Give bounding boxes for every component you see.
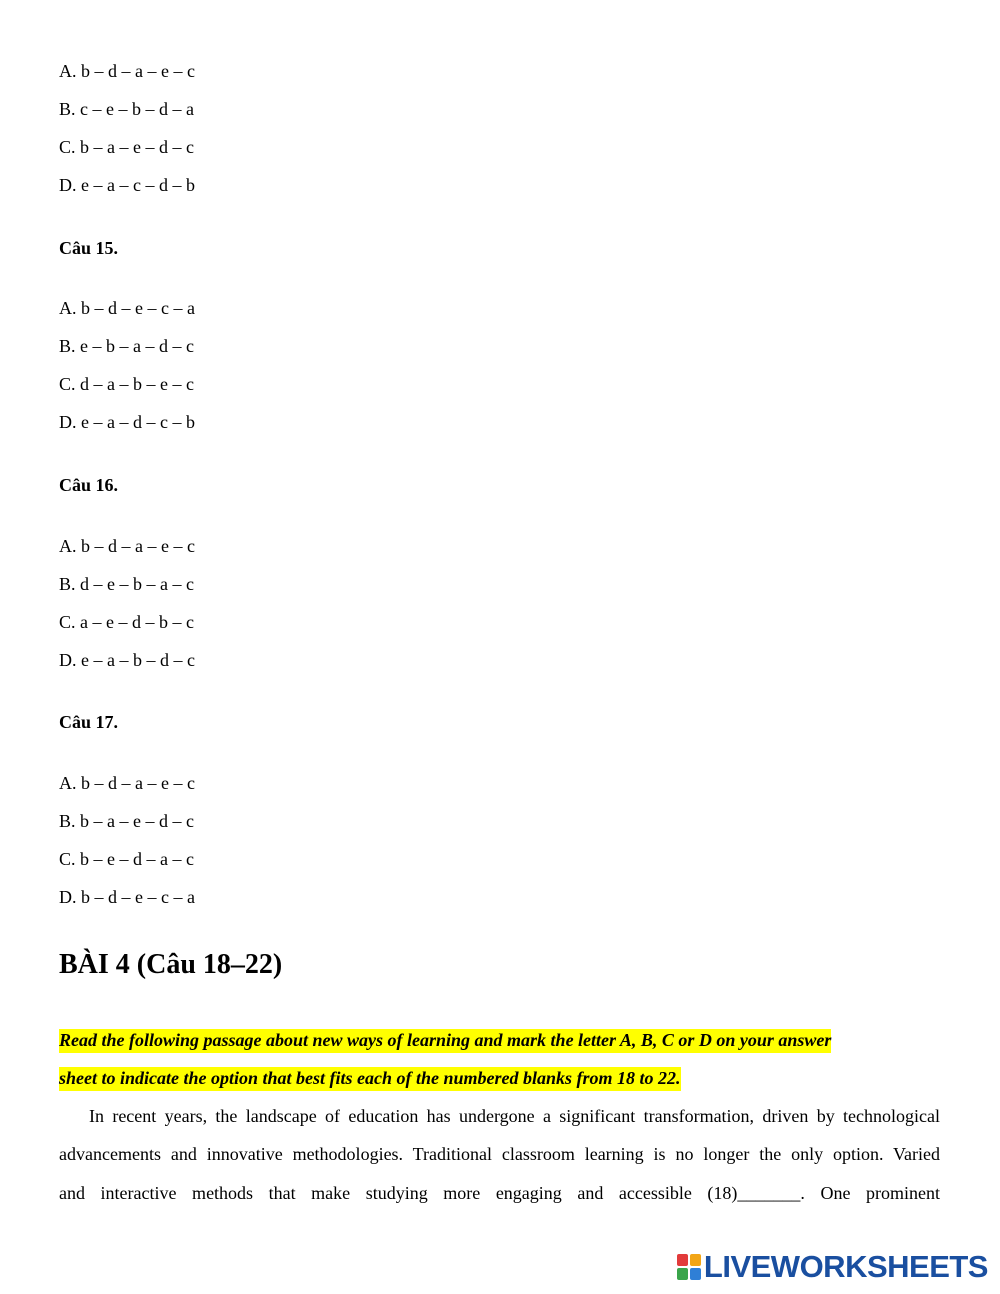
q17-option-a: A. b – d – a – e – c [59, 773, 195, 793]
question-17-heading: Câu 17. [59, 712, 119, 732]
q16-option-a: A. b – d – a – e – c [59, 536, 195, 556]
q14-option-d: D. e – a – c – d – b [59, 175, 195, 195]
q17-option-b: B. b – a – e – d – c [59, 811, 194, 831]
q15-option-b: B. e – b – a – d – c [59, 336, 194, 356]
instruction-text-1: Read the following passage about new ways of learning and mark the letter A, B, C or D on your answer [59, 1029, 831, 1053]
logo-tile-blue [690, 1268, 701, 1280]
logo-tile-green [677, 1268, 688, 1280]
instruction-text-2: sheet to indicate the option that best fits each of the numbered blanks from 18 to 22. [59, 1067, 681, 1091]
question-16-heading: Câu 16. [59, 475, 119, 495]
q14-option-b: B. c – e – b – d – a [59, 99, 194, 119]
instruction-line-1 [59, 1028, 831, 1052]
q15-option-c: C. d – a – b – e – c [59, 374, 194, 394]
instruction-line-2 [59, 1066, 681, 1090]
q16-option-d: D. e – a – b – d – c [59, 650, 195, 670]
liveworksheets-logo[interactable] [677, 1250, 988, 1284]
passage-line-1: In recent years, the landscape of education has undergone a significant transformation, driven by technological [89, 1106, 940, 1126]
q16-option-b: B. d – e – b – a – c [59, 574, 194, 594]
liveworksheets-logo-text: LIVEWORKSHEETS [703, 1249, 988, 1284]
q17-option-c: C. b – e – d – a – c [59, 849, 194, 869]
logo-tile-orange [690, 1254, 701, 1266]
q15-option-d: D. e – a – d – c – b [59, 412, 195, 432]
q16-option-c: C. a – e – d – b – c [59, 612, 194, 632]
logo-tile-red [677, 1254, 688, 1266]
q14-option-a: A. b – d – a – e – c [59, 61, 195, 81]
section-title: BÀI 4 (Câu 18–22) [59, 949, 283, 980]
q15-option-a: A. b – d – e – c – a [59, 298, 195, 318]
passage-line-3: and interactive methods that make studying more engaging and accessible (18)_______. One prominent [59, 1183, 940, 1203]
q17-option-d: D. b – d – e – c – a [59, 887, 195, 907]
q14-option-c: C. b – a – e – d – c [59, 137, 194, 157]
liveworksheets-logo-icon [677, 1254, 701, 1280]
question-15-heading: Câu 15. [59, 238, 119, 258]
passage-line-2: advancements and innovative methodologies. Traditional classroom learning is no longer the only option. Varied [59, 1144, 940, 1164]
